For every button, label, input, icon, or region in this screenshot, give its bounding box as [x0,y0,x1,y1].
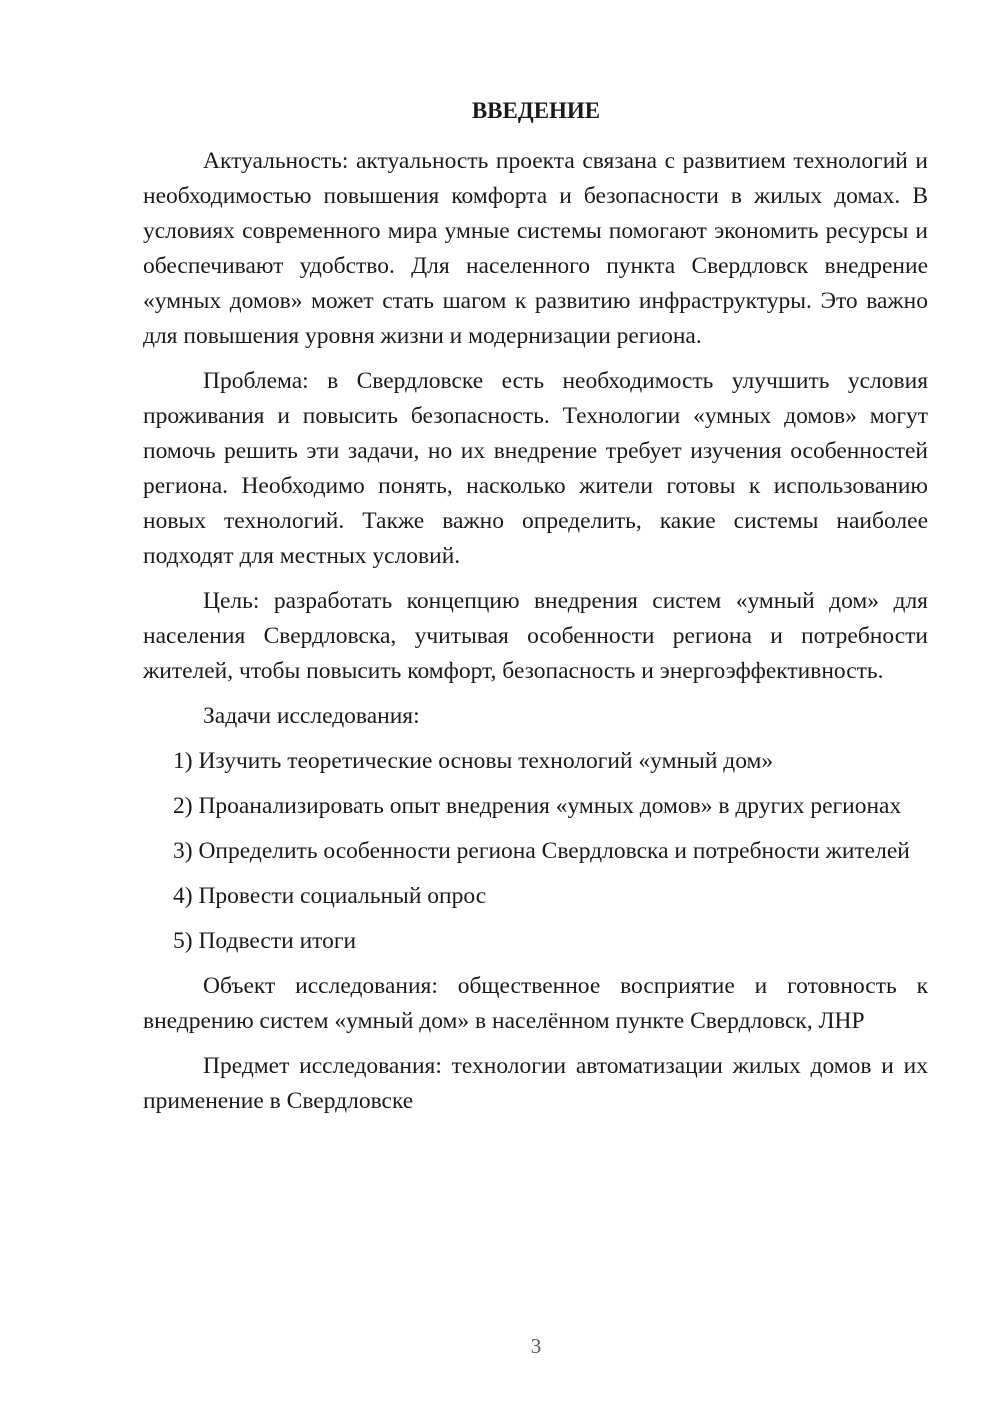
task-item-5: 5) Подвести итоги [173,928,357,954]
task-item-3: 3) Определить особенности региона Свердловска и потребности жителей [173,838,910,864]
paragraph-problem: Проблема: в Свердловске есть необходимость улучшить условия проживания и повысить безопасность. Технологии «умных домов» могут помочь решить эти задачи, но их внедрение требует изучения особенностей региона. Необходимо понять, насколько жители готовы к использованию новых технологий. Также важно определить, какие системы наиболее подходят для местных условий. [143,368,928,569]
paragraph-object: Объект исследования: общественное восприятие и готовность к внедрению систем «умный дом» в населённом пункте Свердловск, ЛНР [143,973,928,1034]
task-item-2: 2) Проанализировать опыт внедрения «умных домов» в других регионах [173,793,902,819]
document-body [143,144,928,1129]
paragraph-relevance: Актуальность: актуальность проекта связана с развитием технологий и необходимостью повышения комфорта и безопасности в жилых домах. В условиях современного мира умные системы помогают экономить ресурсы и обеспечивают удобство. Для населенного пункта Свердловск внедрение «умных домов» может стать шагом к развитию инфраструктуры. Это важно для повышения уровня жизни и модернизации региона. [143,148,928,349]
paragraph-subject: Предмет исследования: технологии автоматизации жилых домов и их применение в Свердловске [143,1053,928,1114]
page-number: 3 [530,1334,542,1358]
paragraph-tasks-heading: Задачи исследования: [203,703,420,729]
page-title: ВВЕДЕНИЕ [471,98,601,123]
paragraph-goal: Цель: разработать концепцию внедрения систем «умный дом» для населения Свердловска, учитывая особенности региона и потребности жителей, чтобы повысить комфорт, безопасность и энергоэффективность. [143,588,928,684]
task-item-1: 1) Изучить теоретические основы технологий «умный дом» [173,748,774,774]
task-item-4: 4) Провести социальный опрос [173,883,487,909]
